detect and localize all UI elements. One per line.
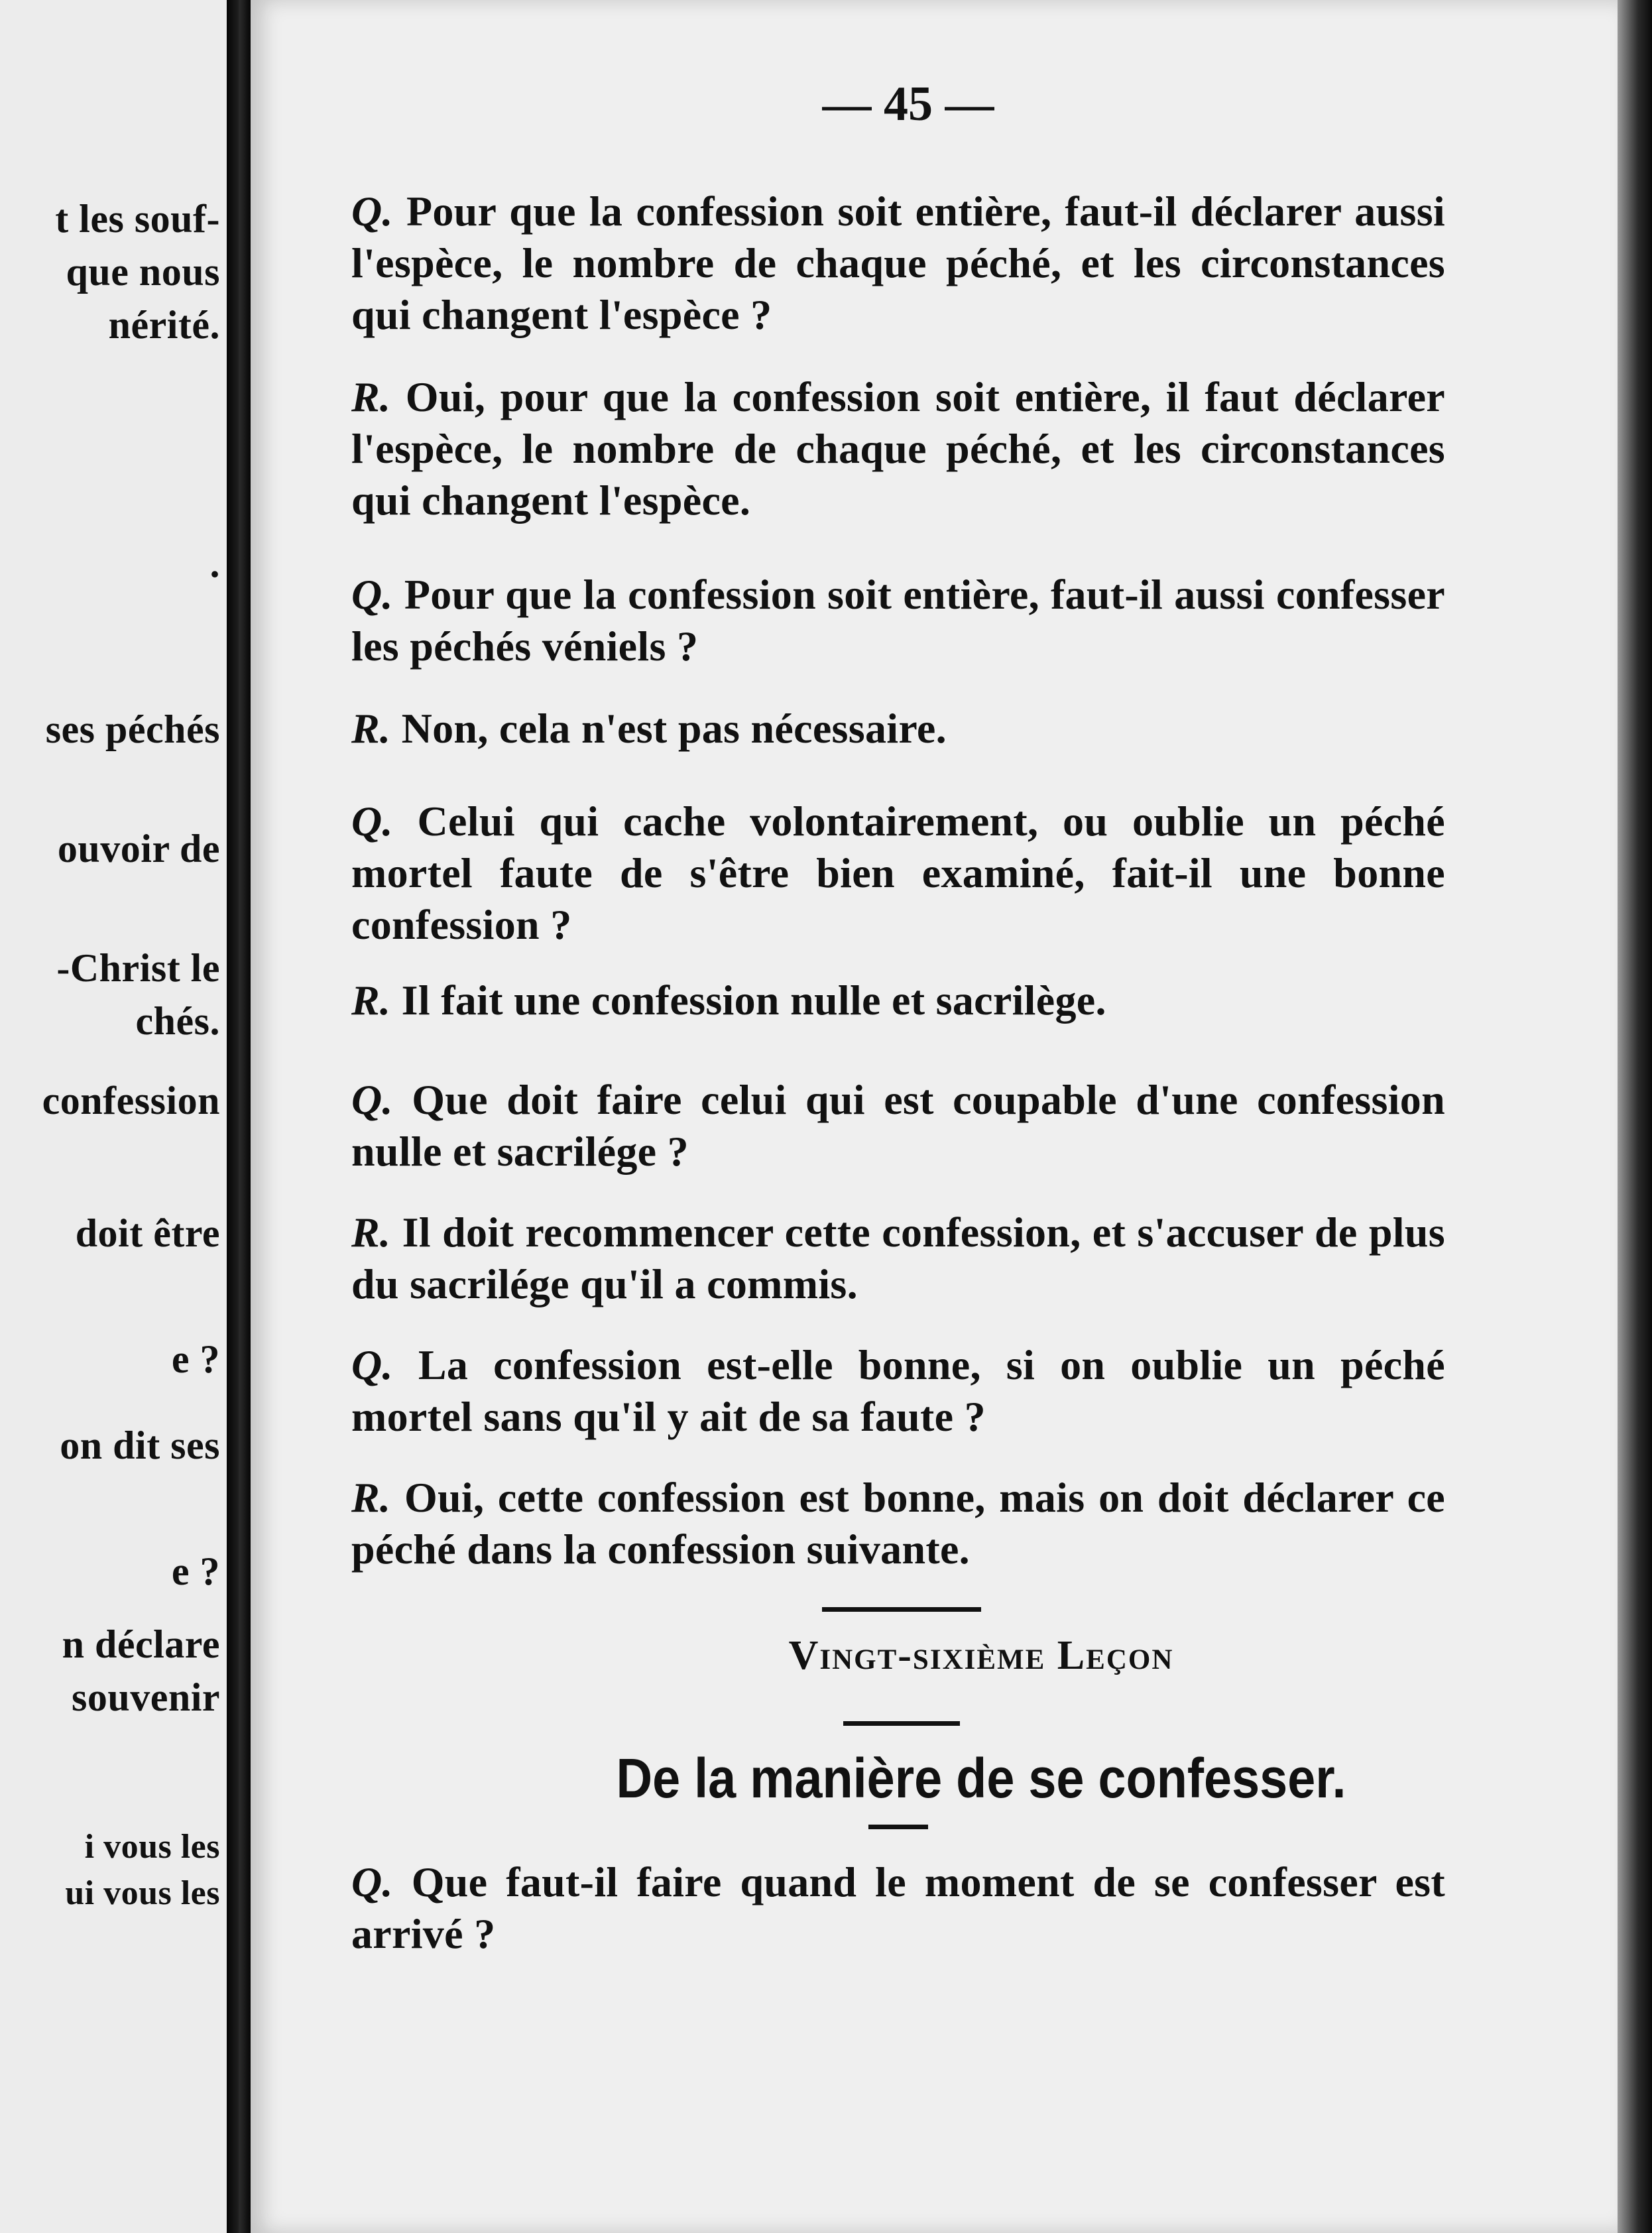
answer-text: Oui, pour que la confession soit entière, il faut déclarer l'espèce, le nombre de chaque péché, et les circonstances qui changent l'espèce. [351,373,1445,524]
answer-label: R. [351,705,391,752]
left-page-fragment [0,0,227,2233]
question-label: Q. [351,798,393,845]
book-gutter [227,0,251,2233]
page-number: — 45 — [822,77,994,131]
left-page-line: nérité. [108,303,220,347]
left-page-line: i vous les [84,1828,220,1866]
answer-label: R. [351,373,391,420]
title-divider [843,1721,960,1726]
catechism-question [351,1339,1445,1443]
question-label: Q. [351,1341,393,1388]
question-text: Celui qui cache volontairement, ou oublie un péché mortel faute de s'être bien examiné, fait-il une bonne confession ? [351,798,1445,948]
question-label: Q. [351,188,393,235]
question-label: Q. [351,1858,393,1905]
question-text: Pour que la confession soit entière, faut-il aussi confesser les péchés véniels ? [351,571,1445,670]
question-label: Q. [351,1076,393,1123]
left-page-line: n déclare [62,1622,220,1666]
left-page-line: on dit ses [60,1423,220,1467]
catechism-question [351,796,1445,951]
left-page-line: . [209,542,220,585]
question-text: Pour que la confession soit entière, faut-il déclarer aussi l'espèce, le nombre de chaque péché, et les circonstances qui changent l'espèce ? [351,188,1445,338]
question-text: Que faut-il faire quand le moment de se confesser est arrivé ? [351,1858,1445,1957]
answer-label: R. [351,1474,391,1521]
lesson-subtitle: De la manière de se confesser. [616,1747,1346,1809]
question-label: Q. [351,571,393,618]
answer-text: Oui, cette confession est bonne, mais on doit déclarer ce péché dans la confession suivante. [351,1474,1445,1573]
subtitle-divider [868,1825,928,1829]
answer-text: Il fait une confession nulle et sacrilège. [401,977,1106,1024]
question-text: Que doit faire celui qui est coupable d'une confession nulle et sacrilége ? [351,1076,1445,1175]
catechism-answer [351,975,1445,1026]
page-edge [1618,0,1652,2233]
left-page-line: souvenir [71,1675,220,1719]
left-page-line: ouvoir de [57,827,220,871]
catechism-question [351,1074,1445,1177]
catechism-answer [351,1207,1445,1310]
left-page-line: -Christ le [56,946,220,990]
left-page-line: e ? [171,1549,220,1593]
section-divider [822,1607,981,1612]
catechism-question [351,569,1445,672]
lesson-title: Vingt-sixième Leçon [788,1633,1174,1678]
catechism-answer [351,371,1445,526]
answer-label: R. [351,1209,391,1256]
answer-label: R. [351,977,391,1024]
question-text: La confession est-elle bonne, si on oublie un péché mortel sans qu'il y ait de sa faute ? [351,1341,1445,1440]
left-page-line: ses péchés [45,707,220,751]
catechism-answer [351,703,1445,754]
left-page-line: que nous [66,250,220,294]
answer-text: Il doit recommencer cette confession, et s'accuser de plus du sacrilége qu'il a commis. [351,1209,1445,1307]
left-page-line: confession [42,1079,220,1122]
left-page-line: e ? [171,1337,220,1381]
catechism-question [351,1856,1445,1960]
left-page-line: t les souf- [55,197,220,241]
catechism-question [351,186,1445,341]
answer-text: Non, cela n'est pas nécessaire. [401,705,947,752]
left-page-line: doit être [75,1211,220,1255]
left-page-line: chés. [135,999,220,1043]
left-page-line: ui vous les [65,1874,220,1912]
catechism-answer [351,1472,1445,1575]
